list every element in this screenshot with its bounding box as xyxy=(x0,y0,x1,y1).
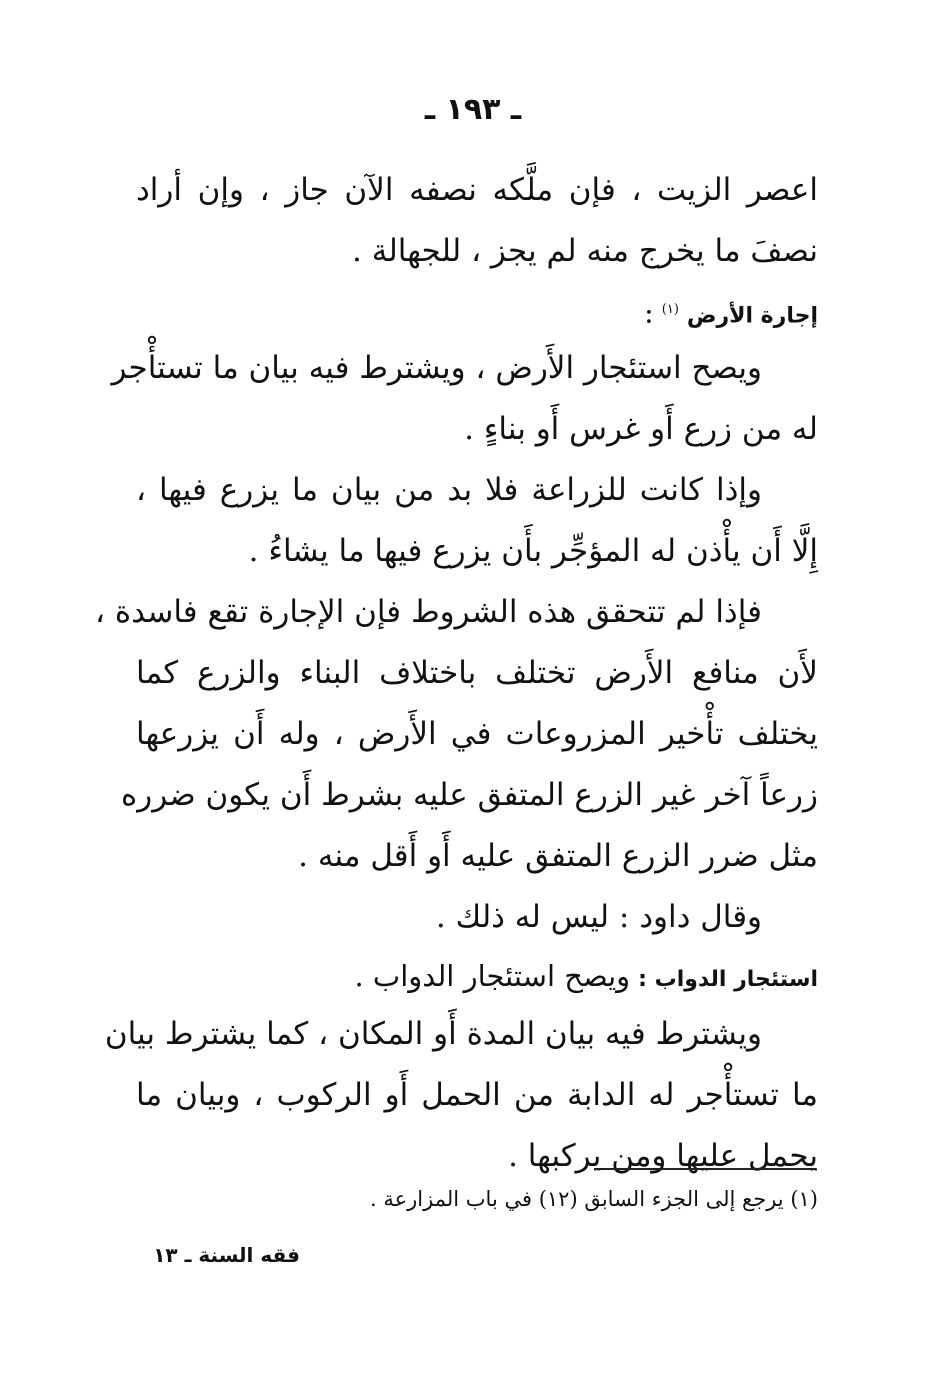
section-heading-animal-rent xyxy=(136,948,818,1004)
body-line-7: فإذا لم تتحقق هذه الشروط فإن الإجارة تقع فاسدة ، xyxy=(95,594,762,630)
body-line-10: زرعاً آخر غير الزرع المتفق عليه بشرط أَن يكون ضرره xyxy=(121,777,818,813)
body-line-1: اعصر الزيت ، فإن ملَّكه نصفه الآن جاز ، وإن أراد xyxy=(136,172,818,208)
body-line-5: وإذا كانت للزراعة فلا بد من بيان ما يزرع فيها ، xyxy=(136,472,762,508)
heading-animal-rent-text: ويصح استئجار الدواب . xyxy=(354,959,631,993)
body-line-13: ويشترط فيه بيان المدة أَو المكان ، كما يشترط بيان xyxy=(104,1016,762,1052)
body-line-3: ويصح استئجار الأَرض ، ويشترط فيه بيان ما تستأْجر xyxy=(111,350,762,386)
footnote-reference: (١) xyxy=(661,302,679,317)
body-line-14: ما تستأْجر له الدابة من الحمل أَو الركوب ، وبيان ما xyxy=(136,1077,818,1113)
page-body xyxy=(95,160,818,1187)
book-signature: فقه السنة ـ ١٣ xyxy=(153,1243,300,1267)
body-line-11: مثل ضرر الزرع المتفق عليه أَو أَقل منه . xyxy=(298,838,818,874)
body-line-2: نصفَ ما يخرج منه لم يجز ، للجهالة . xyxy=(351,233,818,269)
page-number: ـ ١٩٣ ـ xyxy=(424,92,522,127)
body-line-12: وقال داود : ليس له ذلك . xyxy=(435,899,762,935)
body-line-4: له من زرع أَو غرس أَو بناءٍ . xyxy=(464,411,818,447)
heading-land-rent-colon: : xyxy=(644,295,654,330)
footnote: (١) يرجع إلى الجزء السابق (١٢) في باب المزارعة . xyxy=(370,1187,818,1211)
heading-land-rent-title: إجارة الأرض xyxy=(686,303,818,329)
footnote-divider xyxy=(594,1168,816,1170)
section-heading-land-rent xyxy=(136,282,818,338)
body-line-6: إِلَّا أَن يأْذن له المؤجِّر بأَن يزرع فيها ما يشاءُ . xyxy=(248,533,818,569)
body-line-8: لأَن منافع الأَرض تختلف باختلاف البناء والزرع كما xyxy=(136,655,818,691)
body-line-9: يختلف تأْخير المزروعات في الأَرض ، وله أَن يزرعها xyxy=(136,716,818,752)
body-line-15: يحمل عليها ومن يركبها . xyxy=(508,1138,818,1174)
heading-animal-rent-title: استئجار الدواب : xyxy=(638,967,818,992)
